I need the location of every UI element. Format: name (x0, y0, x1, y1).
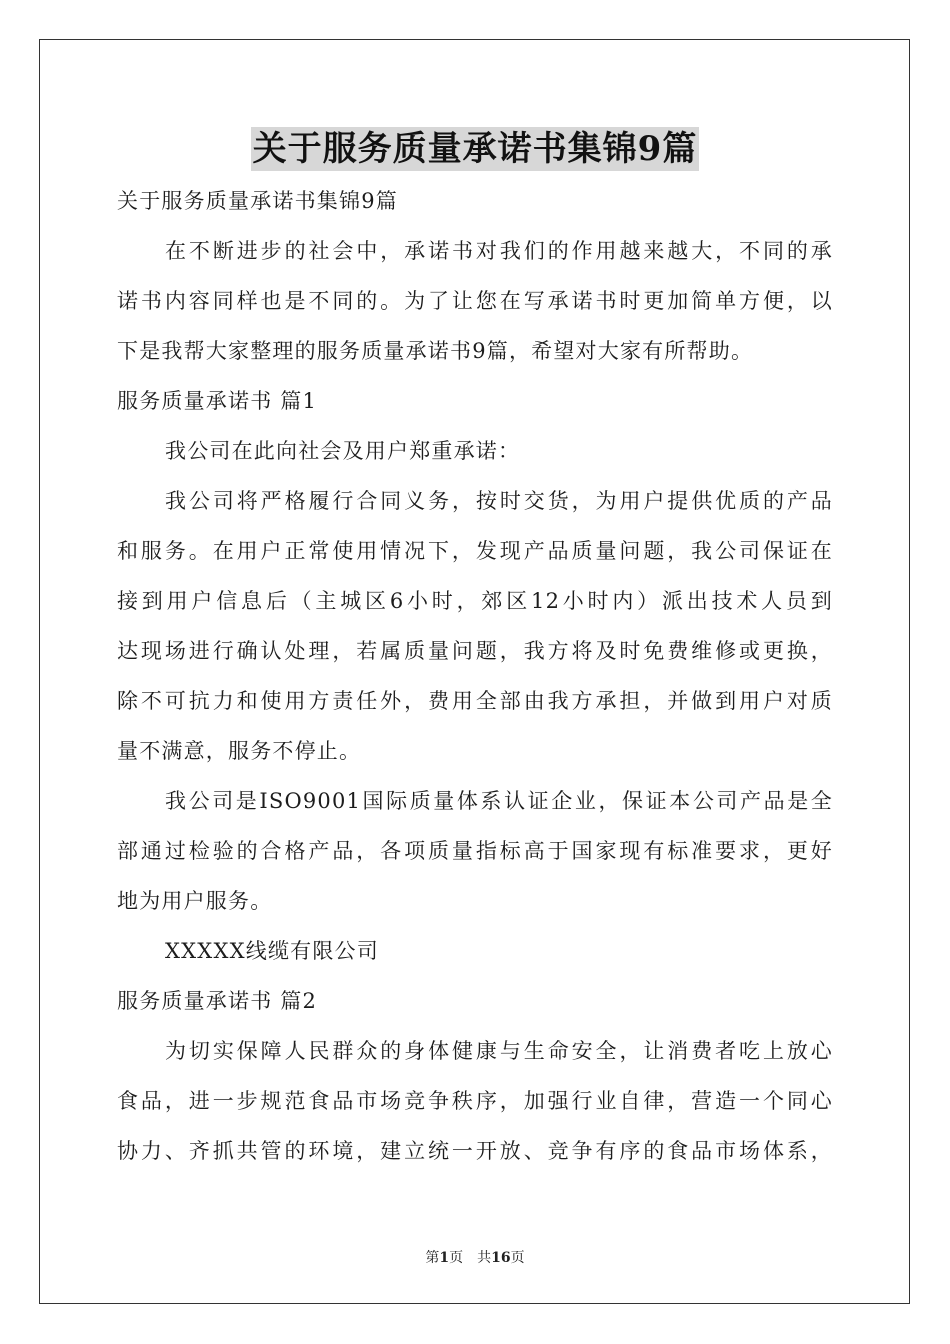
document-body (117, 176, 833, 1176)
text-line: 我公司在此向社会及用户郑重承诺： (165, 439, 521, 463)
text-line: 我公司将严格履行合同义务，按时交货，为用户提供优质的产品 (165, 489, 833, 513)
text-line: 我公司是ISO9001国际质量体系认证企业，保证本公司产品是全 (165, 789, 833, 813)
text-line: 关于服务质量承诺书集锦9篇 (117, 189, 398, 213)
text-line: 接到用户信息后（主城区6小时，郊区12小时内）派出技术人员到 (117, 589, 833, 613)
page-footer (0, 1247, 950, 1267)
footer-prefix: 第 (425, 1250, 440, 1266)
text-line: 和服务。在用户正常使用情况下，发现产品质量问题，我公司保证在 (117, 539, 833, 563)
text-line: 为切实保障人民群众的身体健康与生命安全，让消费者吃上放心 (165, 1039, 833, 1063)
text-line: 食品，进一步规范食品市场竞争秩序，加强行业自律，营造一个同心 (117, 1089, 833, 1113)
title-container (0, 127, 950, 171)
footer-suffix: 页 (510, 1250, 525, 1266)
text-line: 服务质量承诺书 篇2 (117, 989, 318, 1013)
text-line: 达现场进行确认处理，若属质量问题，我方将及时免费维修或更换， (117, 639, 833, 663)
footer-total-pages: 16 (491, 1250, 511, 1266)
text-line: 协力、齐抓共管的环境，建立统一开放、竞争有序的食品市场体系， (117, 1139, 833, 1163)
text-line: 服务质量承诺书 篇1 (117, 389, 318, 413)
text-line: 下是我帮大家整理的服务质量承诺书9篇，希望对大家有所帮助。 (117, 339, 754, 363)
text-line: 在不断进步的社会中，承诺书对我们的作用越来越大，不同的承 (165, 239, 833, 263)
footer-page-number: 1 (439, 1250, 450, 1266)
text-line: 诺书内容同样也是不同的。为了让您在写承诺书时更加简单方便，以 (117, 289, 833, 313)
text-line: XXXXX线缆有限公司 (165, 939, 379, 963)
document-title: 关于服务质量承诺书集锦9篇 (252, 129, 698, 169)
text-line: 地为用户服务。 (117, 889, 273, 913)
text-line: 除不可抗力和使用方责任外，费用全部由我方承担，并做到用户对质 (117, 689, 833, 713)
text-line: 部通过检验的合格产品，各项质量指标高于国家现有标准要求，更好 (117, 839, 833, 863)
footer-middle: 页 共 (449, 1250, 492, 1266)
text-line: 量不满意，服务不停止。 (117, 739, 362, 763)
